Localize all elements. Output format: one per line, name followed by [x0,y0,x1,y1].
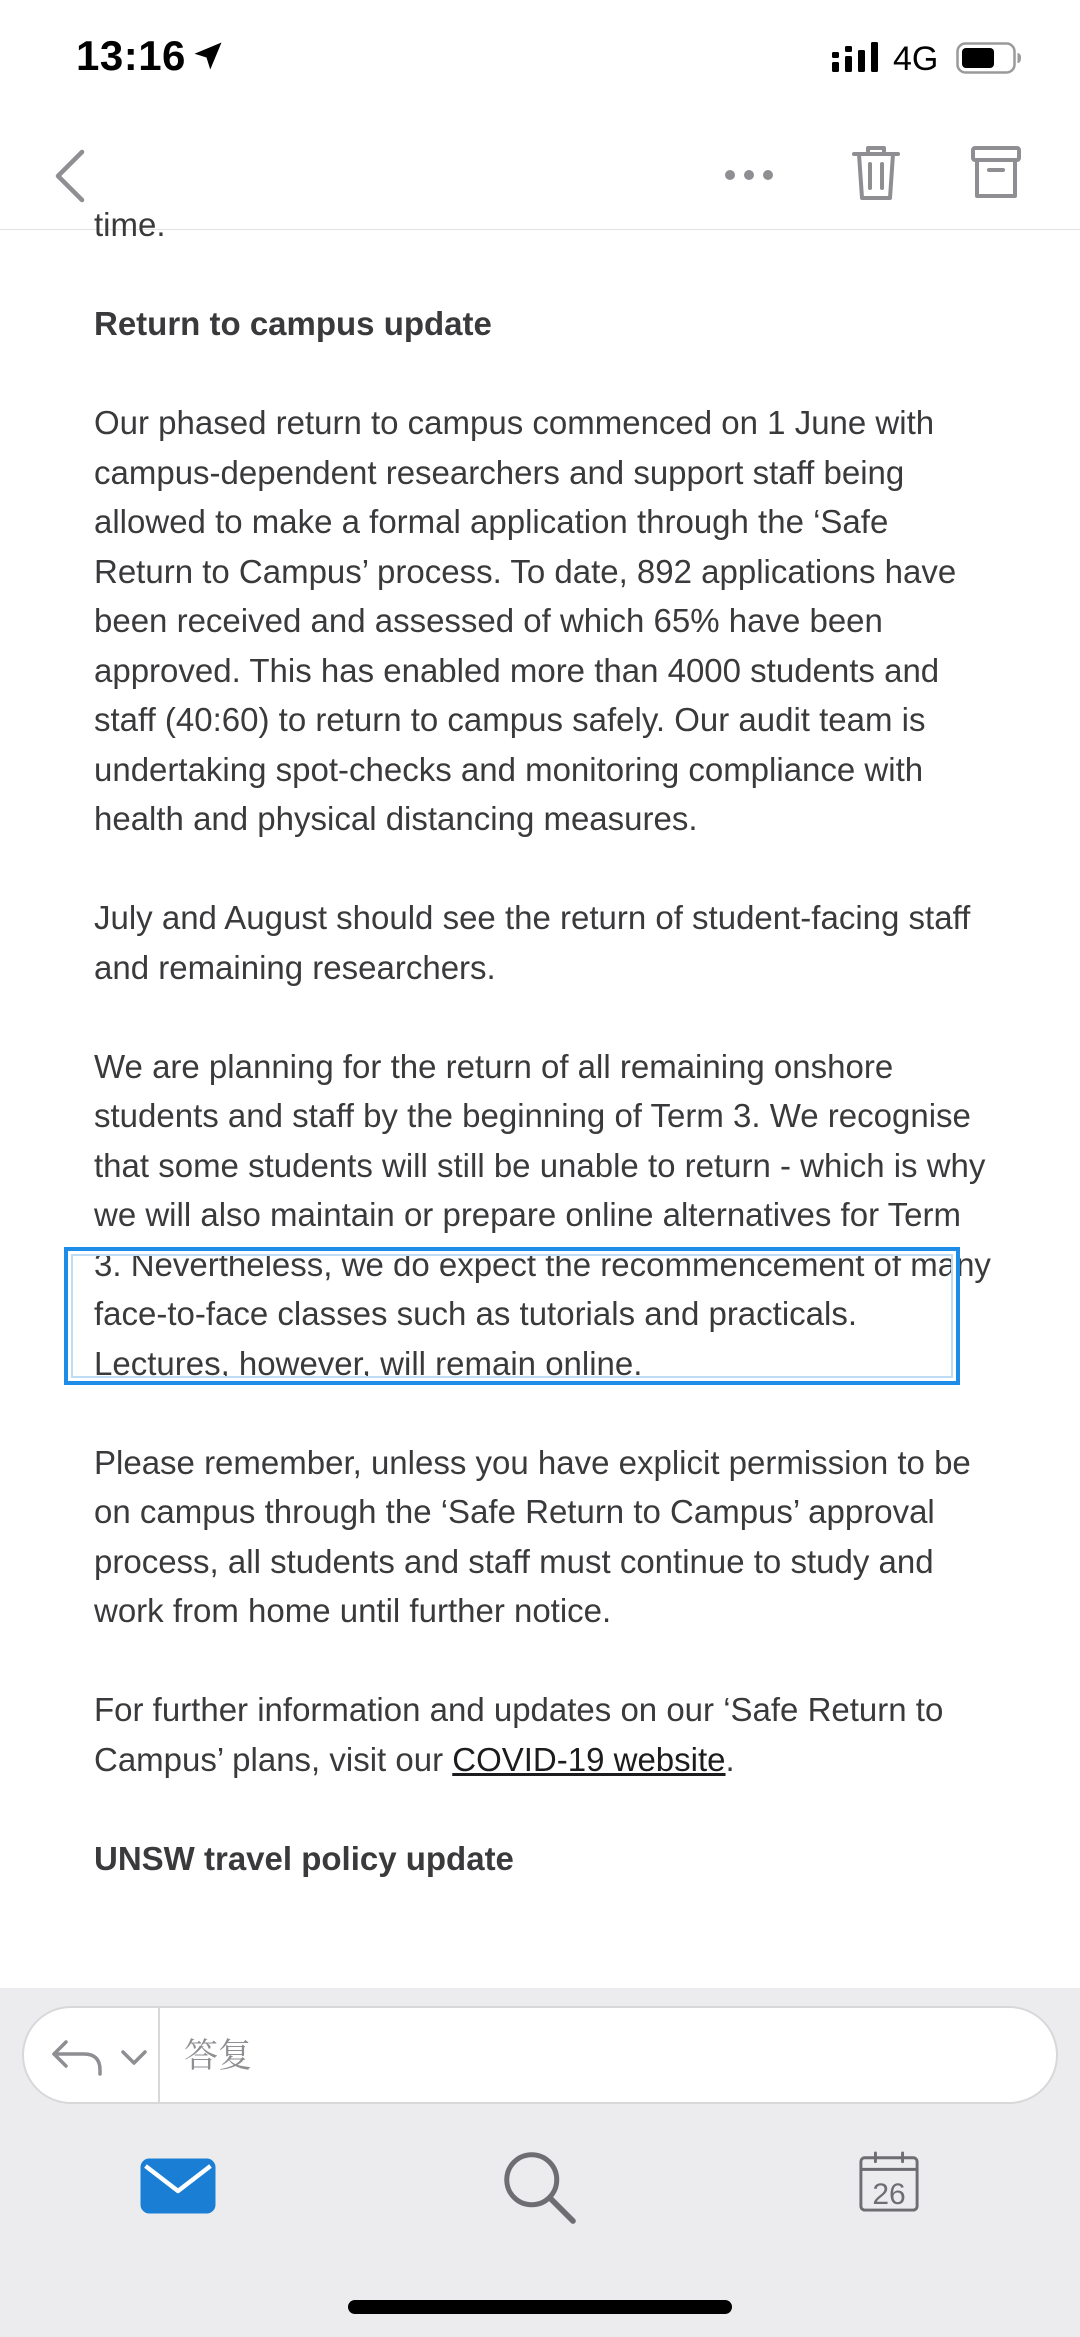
back-icon[interactable] [50,146,90,206]
battery-icon [956,42,1022,74]
more-icon[interactable] [722,160,776,190]
trash-icon[interactable] [850,142,902,202]
covid-website-link[interactable]: COVID-19 website [452,1740,726,1778]
mail-icon[interactable] [138,2146,218,2226]
chevron-down-icon [120,2048,148,2068]
status-time: 13:16 [76,32,186,79]
reply-area [0,1988,1080,2108]
paragraph-term-3: We are planning for the return of all remaining onshore students and staff by the beginning of Term 3. We recognise that some students will still be unable to return - which is why we will also maintain or prepare online alternatives for Term 3. Nevertheless, we do expect the recommencement of many face-to-face classes such as tutorials and practicals. Lectures, however, will remain online. [94,1047,991,1382]
reply-button[interactable] [24,2008,160,2102]
email-body [0,206,1080,1988]
paragraph-further-info [94,1685,994,1784]
section-heading-travel: UNSW travel policy update [94,1839,514,1877]
home-indicator [348,2300,732,2314]
section-heading-return: Return to campus update [94,305,492,342]
signal-icon [832,42,878,72]
reply-bar [22,2006,1058,2104]
paragraph-reminder: Please remember, unless you have explicit permission to be on campus through the ‘Safe Return to Campus’ approval process, all students and staff must continue to study and work from home until further notice. [94,1443,971,1629]
cut-text-line: time. [94,206,166,243]
paragraph-phased-return: Our phased return to campus commenced on 1 June with campus-dependent researchers and support staff being allowed to make a formal application through the ‘Safe Return to Campus’ process. To date, 892 applications have been received and assessed of which 65% have been approved. This has enabled more than 4000 students and staff (40:60) to return to campus safely. Our audit team is undertaking spot-checks and monitoring compliance with health and physical distancing measures. [94,404,957,837]
reply-icon [50,2038,104,2076]
network-type: 4G [893,40,939,78]
paragraph-july-august: July and August should see the return of student-facing staff and remaining researchers. [94,899,971,986]
email-text [94,200,994,1933]
status-bar [0,0,1080,120]
location-arrow-icon [190,38,226,74]
calendar-tab[interactable] [858,2146,938,2226]
reply-input[interactable] [184,2030,1004,2082]
further-info-text: For further information and updates on our ‘Safe Return to Campus’ plans, visit our [94,1691,944,1778]
further-info-end: . [725,1740,735,1778]
calendar-day: 26 [872,2178,906,2211]
archive-icon[interactable] [970,144,1022,200]
search-icon[interactable] [498,2146,578,2226]
